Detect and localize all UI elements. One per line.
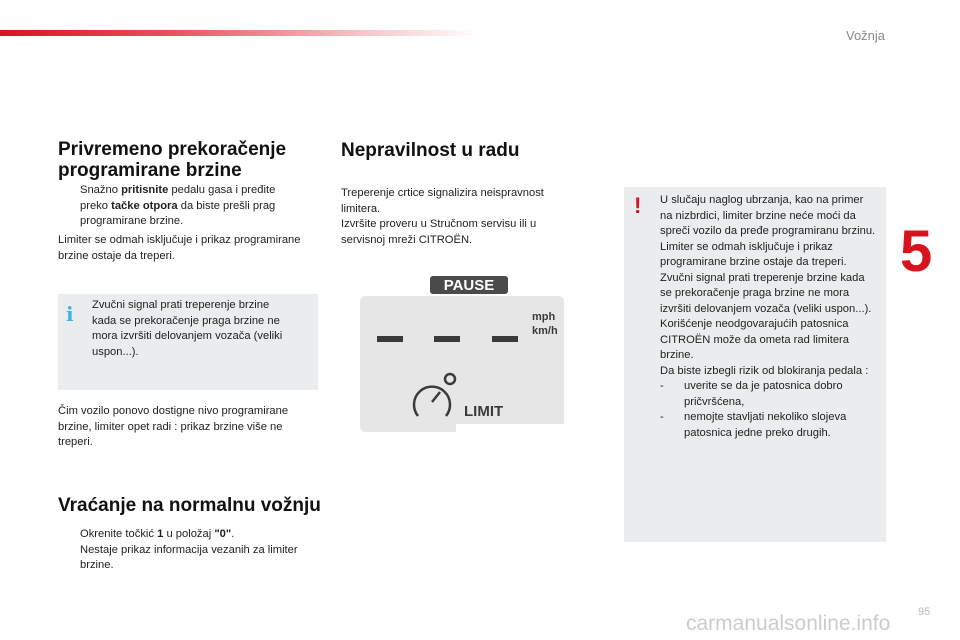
chapter-number: 5 bbox=[900, 219, 933, 284]
bullet-press-pedal bbox=[60, 183, 300, 230]
unit-kmh: km/h bbox=[532, 325, 558, 337]
paragraph-limiter-off: Limiter se odmah isključuje i prikaz programirane brzine ostaje da treperi. bbox=[58, 234, 301, 262]
watermark: carmanualsonline.info bbox=[686, 612, 891, 635]
paragraph-limiter-resume: Čim vozilo ponovo dostigne nivo programirane brzine, limiter opet radi : prikaz brzine više ne treperi. bbox=[58, 405, 289, 448]
header-accent-bar bbox=[0, 30, 480, 36]
heading-malfunction: Nepravilnost u radu bbox=[341, 140, 520, 161]
info-box bbox=[58, 294, 318, 390]
bullet-text: Okrenite točkić 1 u položaj "0". Nestaje prikaz informacija vezanih za limiter brzine. bbox=[80, 528, 298, 571]
bullet-text: Snažno pritisnite pedalu gasa i pređite preko tačke otpora da biste prešli prag programirane brzine. bbox=[80, 184, 276, 227]
unit-mph: mph bbox=[532, 311, 556, 323]
speed-dash bbox=[492, 336, 518, 342]
speed-dash bbox=[377, 336, 403, 342]
warning-list bbox=[660, 379, 878, 441]
list-item: - nemojte stavljati nekoliko slojeva patosnica jedne preko drugih. bbox=[660, 411, 847, 439]
bullet-turn-wheel bbox=[60, 527, 300, 574]
bullet-icon bbox=[60, 527, 80, 574]
warning-icon: ! bbox=[634, 193, 642, 218]
limiter-display-illustration bbox=[352, 276, 572, 438]
limit-label: LIMIT bbox=[464, 403, 504, 420]
heading-temporary-override: Privremeno prekoračenje programirane brzine bbox=[58, 139, 287, 181]
bullet-icon bbox=[60, 183, 80, 230]
info-text: Zvučni signal prati treperenje brzine kada se prekoračenje praga brzine ne mora izvršiti delovanjem vozača (veliki uspon...). bbox=[92, 299, 283, 358]
pause-label: PAUSE bbox=[443, 277, 495, 294]
warning-box bbox=[624, 187, 886, 542]
warning-text: U slučaju naglog ubrzanja, kao na primer na nizbrdici, limiter brzine neće moći da spreči vozilo da pređe programiranu brzinu. Limiter se odmah isključuje i prikaz programirane brzine ostaje da treperi. Zvučni signal prati treperenje brzine kada se prekoračenje praga brzine ne mora izvršiti delovanjem vozača (veliki uspon...). Korišćenje neodgovarajućih patosnica CITROËN može da ometa rad limitera brzine. Da biste izbegli rizik od blokiranja pedala : - uverite se da je patosnica dobro pričvršćena, - nemojte stavljati nekoliko slojeva patosnica jedne preko drugih. bbox=[660, 193, 878, 441]
page-number: 95 bbox=[918, 606, 931, 618]
paragraph-malfunction: Treperenje crtice signalizira neispravnost limitera. Izvršite proveru u Stručnom servisu ili u servisnoj mreži CITROËN. bbox=[341, 187, 544, 246]
heading-return-normal: Vraćanje na normalnu vožnju bbox=[58, 495, 321, 516]
section-label: Vožnja bbox=[846, 28, 886, 43]
speed-dash bbox=[434, 336, 460, 342]
list-item: - uverite se da je patosnica dobro pričvršćena, bbox=[660, 380, 843, 408]
info-icon: i bbox=[66, 302, 74, 326]
